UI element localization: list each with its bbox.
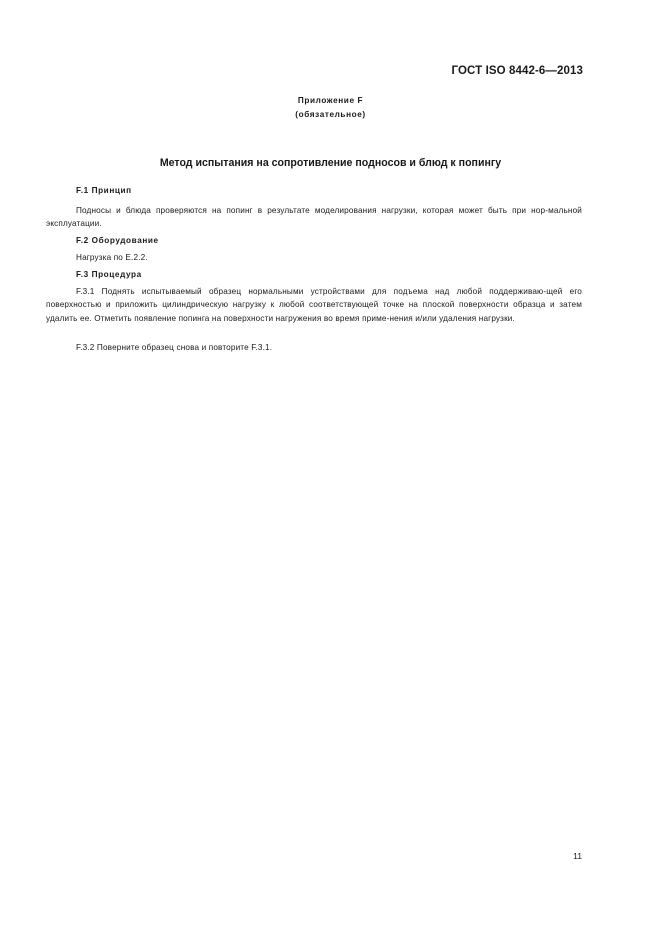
- section-f2-text: Нагрузка по E.2.2.: [76, 253, 148, 262]
- page-number: 11: [573, 851, 582, 861]
- section-f31-text: F.3.1 Поднять испытываемый образец нормальными устройствами для подъема над любой поддерживаю-щей его поверхностью и приложить цилиндрическую нагрузку к любой соответствующей точке на плоской поверхности образца и затем удалить ее. Отметить появление попинга на поверхности нагружения во время приме-нения и/или удаления нагрузки.: [46, 287, 582, 323]
- section-f1-heading: F.1 Принцип: [76, 186, 132, 195]
- annex-status: (обязательное): [295, 110, 366, 119]
- annex-main-title: Метод испытания на сопротивление подносов и блюд к попингу: [159, 157, 502, 169]
- document-code: ГОСТ ISO 8442-6—2013: [451, 65, 583, 77]
- section-f2-text-block: [46, 251, 582, 264]
- section-f32-text: F.3.2 Поверните образец снова и повторите F.3.1.: [76, 343, 273, 352]
- section-f3-heading: F.3 Процедура: [76, 270, 142, 279]
- annex-title: Приложение F: [297, 96, 364, 105]
- section-f1-text-block: [46, 204, 582, 231]
- section-f1-heading-block: [46, 184, 582, 197]
- section-f1-text: Подносы и блюда проверяются на попинг в результате моделирования нагрузки, которая может быть при нор-мальной эксплуатации.: [46, 206, 582, 229]
- section-f32-text-block: [46, 341, 582, 354]
- section-f31-text-block: [46, 285, 582, 325]
- section-f3-heading-block: [46, 268, 582, 281]
- section-f2-heading-block: [46, 234, 582, 247]
- section-f2-heading: F.2 Оборудование: [76, 236, 159, 245]
